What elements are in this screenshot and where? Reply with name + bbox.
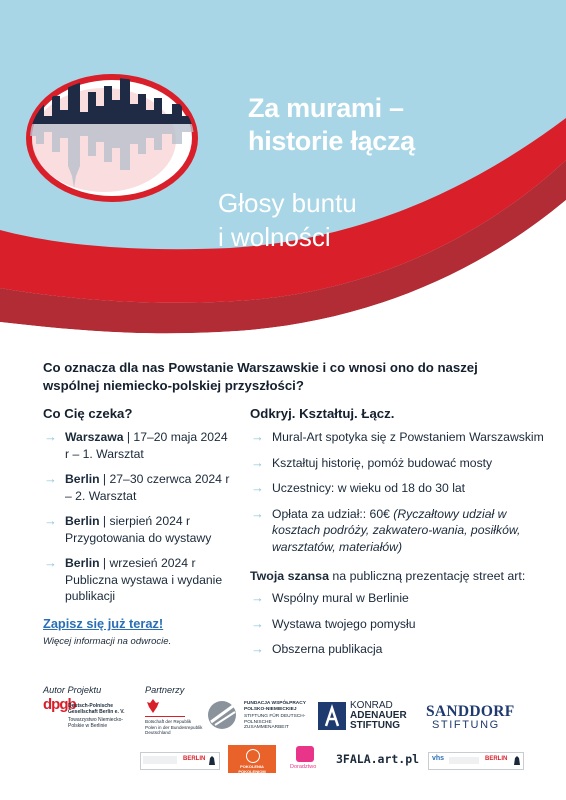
hero-banner: [0, 0, 566, 345]
details-column: [250, 406, 550, 667]
subtitle-line-2: i wolności: [218, 222, 331, 252]
embassy-name: Botschaft der Republik Polen in der Bundesrepublik Deutschland: [145, 719, 203, 736]
berlin-wordmark: BERLIN: [183, 756, 206, 762]
register-link[interactable]: Zapisz się już teraz!: [43, 616, 164, 631]
fee-item: → Opłata za udział:: 60€ (Ryczałtowy udział w kosztach podróży, zakwatero-wania, posiłków, warsztatów, materiałów): [251, 505, 521, 554]
arrow-icon: →: [251, 505, 264, 521]
bear-icon: [513, 755, 521, 766]
vhs-logo: [428, 752, 524, 770]
fwpn-name-pl: FUNDACJA WSPÓŁPRACY POLSKO-NIEMIECKIEJ: [244, 701, 306, 712]
berlin-wordmark-2: BERLIN: [485, 756, 508, 762]
title-line-1: Za murami –: [248, 93, 404, 123]
detail-item: → Kształtuj historię, pomóż budować mosty: [251, 454, 493, 470]
kas-emblem: [318, 702, 346, 730]
arrow-icon: →: [44, 471, 57, 486]
details-heading: Odkryj. Kształtuj. Łącz.: [250, 406, 395, 421]
hero-graphic: [0, 0, 566, 345]
arrow-icon: →: [251, 641, 264, 656]
dpg-name-pl: Towarzystwo Niemiecko-Polskie w Berlinie: [68, 717, 124, 729]
kas-name-3: STIFTUNG: [350, 720, 400, 731]
fwpn-emblem-icon: [207, 700, 239, 730]
partners-label: Partnerzy: [145, 685, 185, 695]
vhs-wordmark: vhs: [432, 755, 445, 762]
subtitle-line-1: Głosy buntu: [218, 188, 357, 218]
kas-name-2: ADENAUER: [350, 710, 407, 721]
chance-item: → Obszerna publikacja: [251, 641, 383, 656]
pokolenia-logo: [228, 745, 276, 773]
intro-question: Co oznacza dla nas Powstanie Warszawskie i co wnosi ono do naszej wspólnej niemiecko-polskiej przyszłości?: [43, 360, 478, 393]
schedule-item: → Berlin | wrzesień 2024 r Publiczna wystawa i wydanie publikacji: [44, 555, 223, 603]
schedule-item: → Berlin | 27–30 czerwca 2024 r – 2. Warsztat: [44, 471, 230, 503]
sanddorf-name: SANDDORF: [426, 703, 515, 720]
chance-line: Twoja szansa na publiczną prezentację street art:: [250, 569, 526, 583]
author-label: Autor Projektu: [43, 685, 102, 695]
arrow-icon: →: [251, 590, 264, 605]
schedule-item: → Warszawa | 17–20 maja 2024 r – 1. Warsztat: [44, 429, 228, 461]
3fala-logo: 3FALA.art.pl: [336, 752, 420, 766]
arrow-icon: →: [251, 454, 264, 470]
doradztwo-name: Doradztwo: [290, 764, 317, 770]
pokolenia-name: POKOLENIA POKOLENIOM: [238, 764, 266, 774]
eagle-icon: [146, 698, 160, 714]
chance-item: → Wystawa twojego pomysłu: [251, 615, 416, 631]
arrow-icon: →: [251, 480, 264, 495]
subtitle: [218, 186, 478, 254]
chance-item: → Wspólny mural w Berlinie: [251, 590, 409, 605]
bear-icon: [208, 755, 216, 766]
arrow-icon: →: [44, 513, 57, 528]
sanddorf-stiftung: STIFTUNG: [432, 719, 500, 731]
fwpn-name-de: STIFTUNG FÜR DEUTSCH-POLNISCHE ZUSAMMENARBEIT: [244, 714, 306, 731]
kas-name-1: KONRAD: [350, 700, 393, 711]
schedule-heading: Co Cię czeka?: [43, 406, 133, 421]
more-info-note: Więcej informacji na odwrocie.: [43, 636, 172, 647]
doradztwo-logo: [290, 746, 322, 774]
dpg-letters: dpgb: [43, 696, 76, 713]
main-title: [248, 92, 548, 158]
detail-item: → Mural-Art spotyka się z Powstaniem Warszawskim: [251, 429, 544, 444]
arrow-icon: →: [251, 429, 264, 444]
arrow-icon: →: [44, 555, 57, 570]
arrow-icon: →: [44, 429, 57, 444]
detail-item: → Uczestnicy: w wieku od 18 do 30 lat: [251, 480, 466, 495]
arrow-icon: →: [251, 615, 264, 631]
schedule-item: → Berlin | sierpień 2024 r Przygotowania do wystawy: [44, 513, 212, 545]
berlin-senate-logo: [140, 752, 220, 770]
dpg-name: Deutsch-Polnische Gesellschaft Berlin e. V.: [68, 703, 125, 715]
schedule-column: [43, 406, 233, 614]
title-line-2: historie łączą: [248, 126, 415, 156]
